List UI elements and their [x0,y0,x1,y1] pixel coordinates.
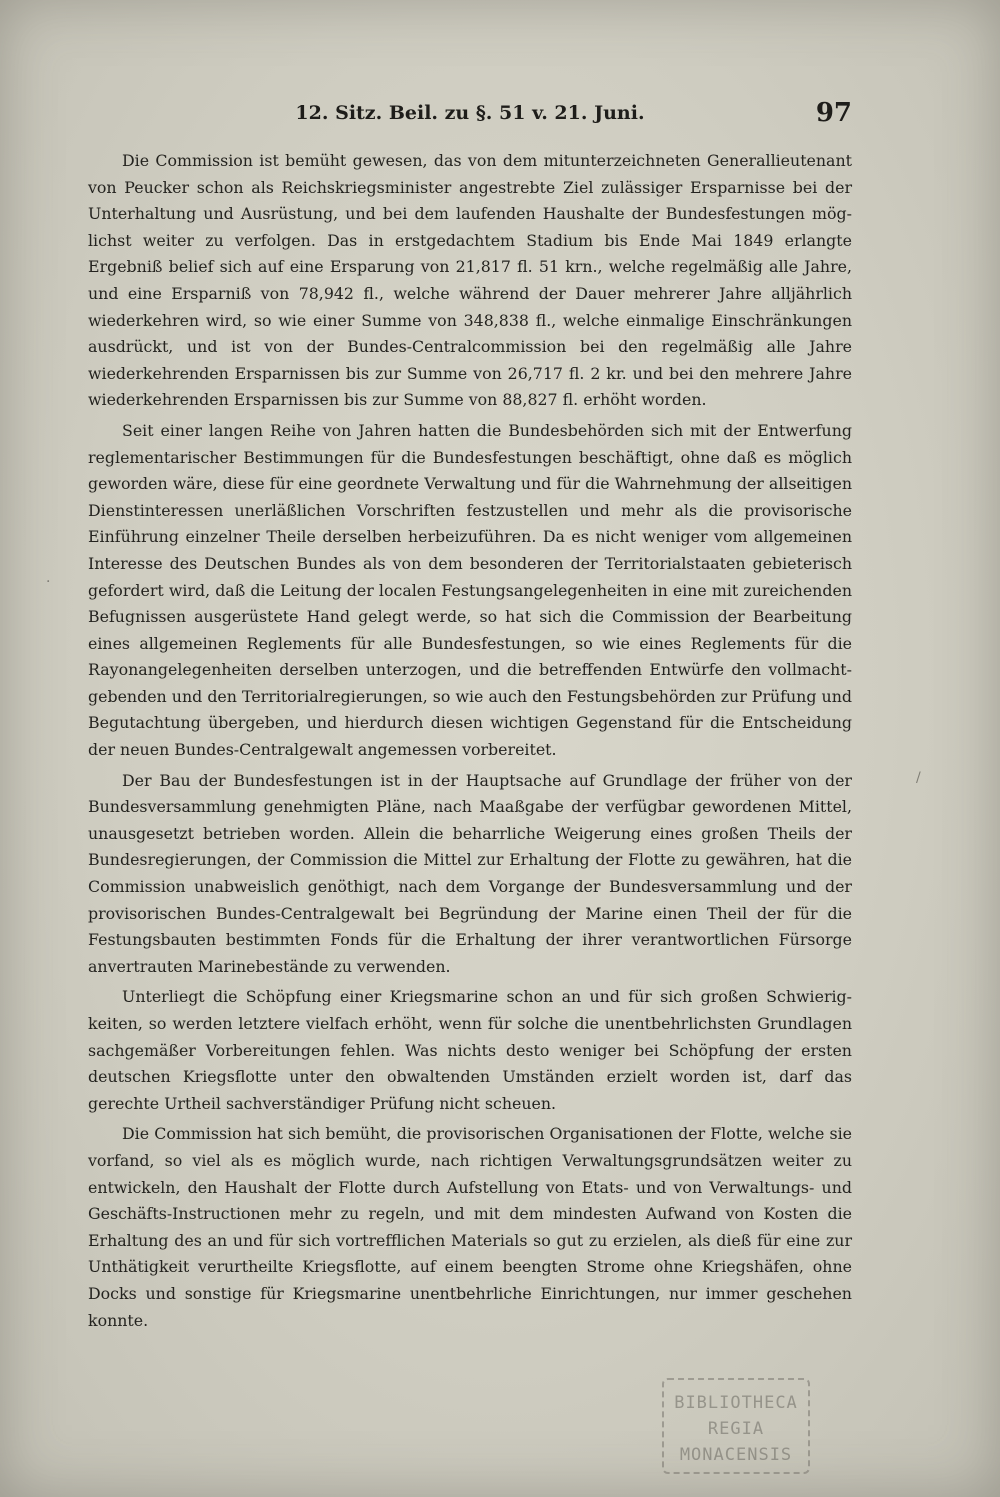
library-stamp [662,1378,810,1474]
stamp-line: REGIA [707,1419,765,1439]
page-header [88,96,852,136]
paragraph: Die Commission hat sich bemüht, die provisorischen Organisationen der Flotte, welche sie vorfand, so viel als es möglich wurde, nach richtigen Verwaltungsgrundsätzen weiter zu entwickeln, den Haushalt der Flotte durch Aufstellung von Etats- und von Verwaltungs- und Geschäfts-Instructionen mehr zu regeln, und mit dem mindesten Aufwand von Kosten die Erhaltung des an und für sich vortrefflichen Materials so gut zu erzielen, als dieß für eine zur Unthätigkeit verurtheilte Kriegsflotte, auf einem beengten Strome ohne Kriegshäfen, ohne Docks und sonstige für Kriegsmarine unentbehrliche Einrichtungen, nur immer geschehen konnte. [88,1124,852,1330]
margin-mark: · [46,574,51,590]
stamp-line: MONACENSIS [679,1445,793,1465]
paragraph: Die Commission ist bemüht gewesen, das von dem mitunterzeichneten Generallieutenant von Peucker schon als Reichskriegsminister angestrebte Ziel zulässiger Ersparnisse bei der Unterhaltung und Ausrüstung, und bei dem laufenden Haushalte der Bundesfestungen möglichst weiter zu verfolgen. Das in erstgedachtem Stadium bis Ende Mai 1849 erlangte Ergebniß belief sich auf eine Ersparung von 21,817 fl. 51 krn., welche regelmäßig alle Jahre, und eine Ersparniß von 78,942 fl., welche während der Dauer mehrerer Jahre alljährlich wiederkehren wird, so wie einer Summe von 348,838 fl., welche einmalige Einschränkungen ausdrückt, und ist von der Bundes-Centralcommission bei den regelmäßig alle Jahre wiederkehrenden Ersparnissen bis zur Summe von 26,717 fl. 2 kr. und bei den mehrere Jahre wiederkehrenden Ersparnissen bis zur Summe von 88,827 fl. erhöht worden. [88,151,852,410]
paragraph: Unterliegt die Schöpfung einer Kriegsmarine schon an und für sich großen Schwierigkeiten, so werden letztere vielfach erhöht, wenn für solche die unentbehrlichsten Grundlagen sachgemäßer Vorbereitungen fehlen. Was nichts desto weniger bei Schöpfung der ersten deutschen Kriegsflotte unter den obwaltenden Umständen erzielt worden ist, darf das gerechte Urtheil sachverständiger Prüfung nicht scheuen. [88,987,852,1113]
paragraph: Seit einer langen Reihe von Jahren hatten die Bundesbehörden sich mit der Entwerfung reglementarischer Bestimmungen für die Bundesfestungen beschäftigt, ohne daß es möglich geworden wäre, diese für eine geordnete Verwaltung und für die Wahrnehmung der allseitigen Dienstinteressen unerläßlichen Vorschriften festzustellen und mehr als die provisorische Einführung einzelner Theile derselben herbeizuführen. Da es nicht weniger vom allgemeinen Interesse des Deutschen Bundes als von dem besonderen der Territorialstaaten gebieterisch gefordert wird, daß die Leitung der localen Festungsangelegenheiten in eine mit zureichenden Befugnissen ausgerüstete Hand gelegt werde, so hat sich die Commission der Bearbeitung eines allgemeinen Reglements für alle Bundesfestungen, so wie eines Reglements für die Rayonangelegenheiten derselben unterzogen, und die betreffenden Entwürfe den vollmachtgebenden und den Territorialregierungen, so wie auch den Festungsbehörden zur Prüfung und Begutachtung übergeben, und hierdurch diesen wichtigen Gegenstand für die Entscheidung der neuen Bundes-Centralgewalt angemessen vorbereitet. [88,420,852,760]
margin-mark: / [916,770,921,786]
page-number: 97 [815,98,852,128]
paragraph: Der Bau der Bundesfestungen ist in der Hauptsache auf Grundlage der früher von der Bundesversammlung genehmigten Pläne, nach Maaßgabe der verfügbar gewordenen Mittel, unausgesetzt betrieben worden. Allein die beharrliche Weigerung eines großen Theils der Bundesregierungen, der Commission die Mittel zur Erhaltung der Flotte zu gewähren, hat die Commission unabweislich genöthigt, nach dem Vorgange der Bundesversammlung und der provisorischen Bundes-Centralgewalt bei Begründung der Marine einen Theil der für die Festungsbauten bestimmten Fonds für die Erhaltung der ihrer verantwortlichen Fürsorge anvertrauten Marinebestände zu verwenden. [88,770,852,976]
stamp-line: BIBLIOTHECA [674,1393,798,1413]
running-head: 12. Sitz. Beil. zu §. 51 v. 21. Juni. [295,102,645,124]
body-text [88,148,852,1334]
